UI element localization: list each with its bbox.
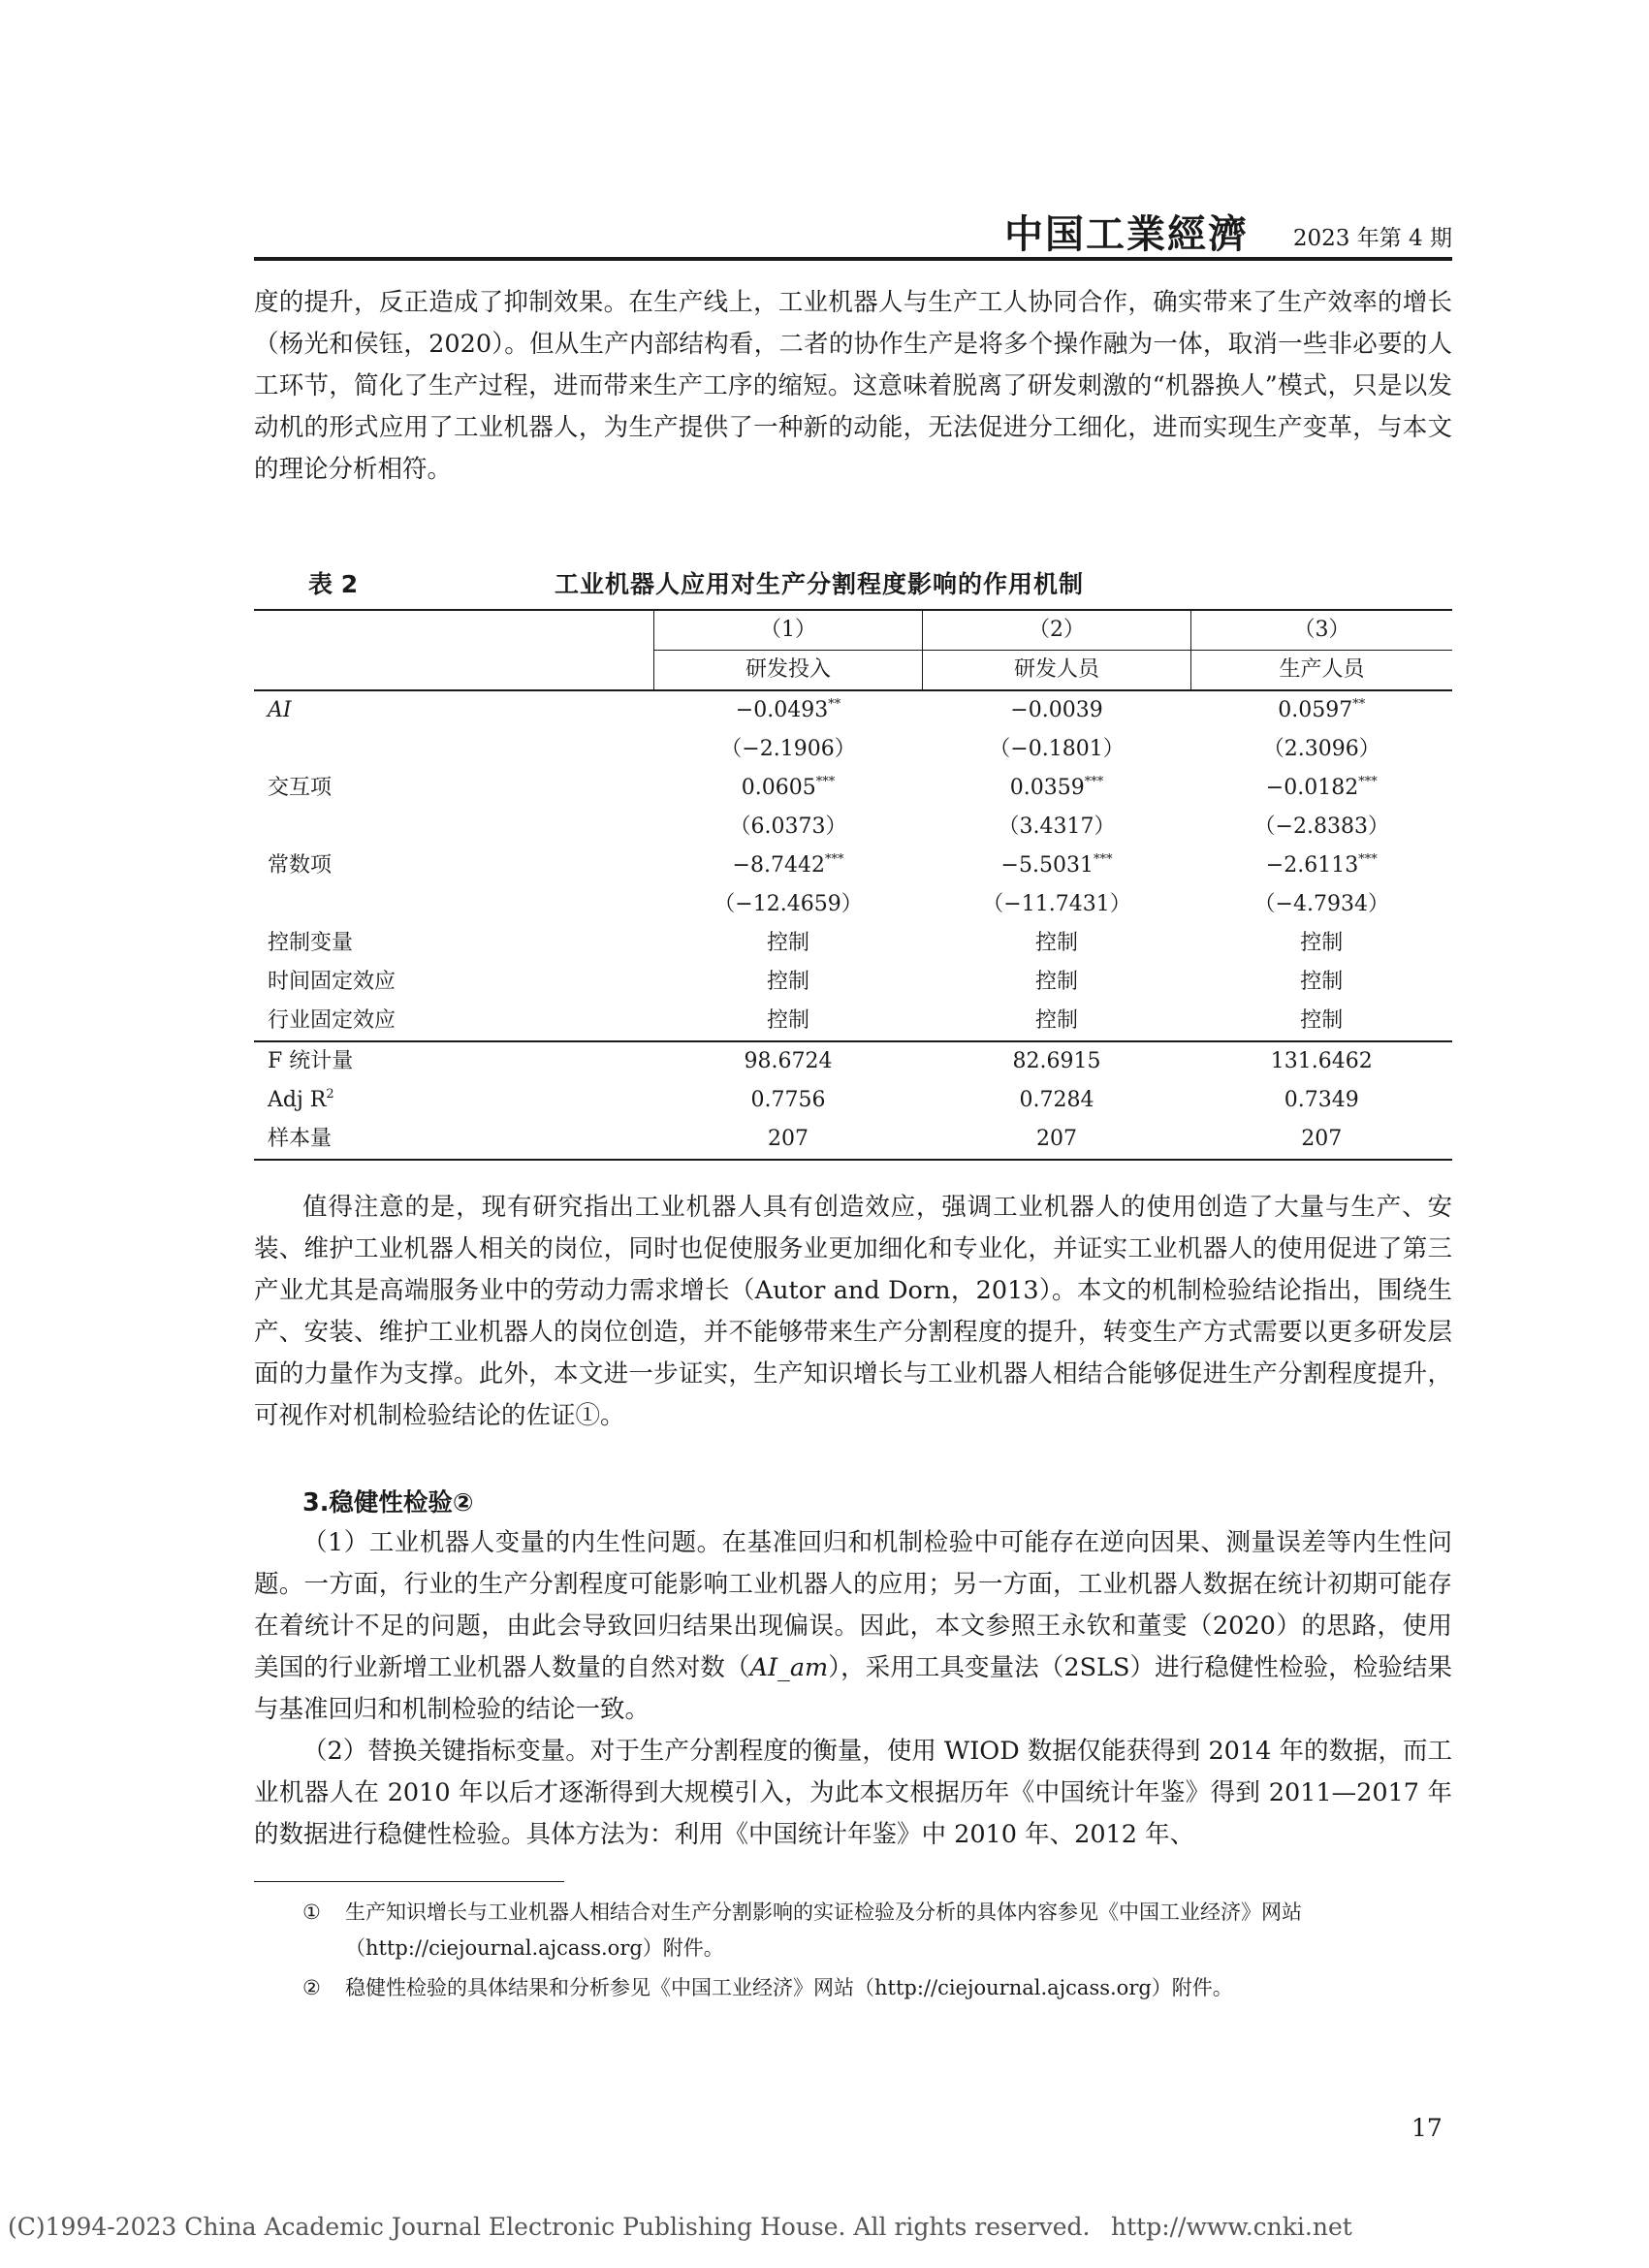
row-label: Adj $R^2$ [268,1087,334,1112]
row-label: 交互项 [268,776,333,800]
stat-cell: 207 [654,1120,923,1160]
table-row [254,1120,1452,1160]
control-cell: 控制 [1300,970,1344,994]
control-cell: 控制 [766,931,809,955]
footnote: ② 稳健性检验的具体结果和分析参见《中国工业经济》网站（http://ciejournal.ajcass.org）附件。 [302,1976,1233,1999]
table-row [254,1081,1452,1120]
coef-cell: −5.5031*** [1000,852,1113,878]
table-label: 表 2 [308,570,359,598]
table-row [254,730,1452,769]
t-stat-cell: （−0.1801） [989,737,1125,761]
t-stat-cell: （−4.7934） [1253,892,1389,916]
header-rule [254,257,1452,261]
control-cell: 控制 [1034,970,1078,994]
t-stat-cell: （6.0373） [729,815,847,839]
body-paragraph-4: （2）替换关键指标变量。对于生产分割程度的衡量，使用 WIOD 数据仅能获得到 2014 年的数据，而工业机器人在 2010 年以后才逐渐得到大规模引入，为此本文根据历年《中国统计年鉴》得到 2011—2017 年的数据进行稳健性检验。具体方法为：利用《中国统计年鉴》中 2010 年、2012 年、 [254,1737,1452,1849]
stat-cell: 82.6915 [923,1041,1191,1081]
table-row [254,1002,1452,1041]
stat-cell: 98.6724 [654,1041,923,1081]
footnote-rule [254,1881,564,1882]
table-row [254,808,1452,847]
row-label: AI [254,690,654,730]
control-cell: 控制 [1034,931,1078,955]
copyright-text: (C)1994-2023 China Academic Journal Electronic Publishing House. All rights reserved. [8,2213,1091,2241]
t-stat-cell: （−11.7431） [982,892,1131,916]
coef-cell: −2.6113*** [1265,852,1378,878]
coef-cell: −0.0182*** [1265,775,1378,800]
cnki-link[interactable]: http://www.cnki.net [1111,2213,1352,2241]
col-number: （3） [1191,610,1453,651]
stat-cell: 0.7349 [1284,1088,1359,1112]
control-cell: 控制 [1300,931,1344,955]
table-row [254,1041,1452,1081]
table-row [254,924,1452,963]
col-number: （2） [923,610,1191,651]
coef-cell: −0.0039 [923,690,1191,730]
journal-title: 中国工業經濟 [1004,211,1249,257]
col-number: （1） [654,610,923,651]
page-number: 17 [1411,2114,1443,2142]
stat-cell: 0.7756 [750,1088,826,1112]
table-row [254,963,1452,1002]
table-row [254,769,1452,808]
section-heading: 3.稳健性检验② [302,1488,474,1517]
row-label: 常数项 [268,853,333,878]
control-cell: 控制 [1034,1008,1078,1033]
stat-cell: 207 [923,1120,1191,1160]
control-cell: 控制 [766,1008,809,1033]
stat-cell: 207 [1191,1120,1453,1160]
table-row [254,847,1452,885]
t-stat-cell: （3.4317） [998,815,1116,839]
table-title [254,565,1452,598]
col-name: 生产人员 [1191,651,1453,691]
col-name: 研发投入 [654,651,923,691]
coef-cell: 0.0597** [1191,690,1453,730]
footnote: ① 生产知识增长与工业机器人相结合对生产分割影响的实证检验及分析的具体内容参见《中国工业经济》网站（http://ciejournal.ajcass.org）附件。 [302,1901,1302,1960]
t-stat-cell: （2.3096） [1262,737,1380,761]
t-stat-cell: （−12.4659） [714,892,863,916]
running-header [254,211,1452,257]
control-cell: 控制 [766,970,809,994]
table-caption: 工业机器人应用对生产分割程度影响的作用机制 [555,570,1085,598]
table-row [254,885,1452,924]
row-label: 时间固定效应 [268,970,396,994]
t-stat-cell: （−2.1906） [720,737,856,761]
table-header-row [254,610,1452,651]
table-row [254,690,1452,730]
coef-cell: 0.0359*** [1009,775,1104,800]
body-paragraph-1: 度的提升，反正造成了抑制效果。在生产线上，工业机器人与生产工人协同合作，确实带来了生产效率的增长（杨光和侯钰，2020）。但从生产内部结构看，二者的协作生产是将多个操作融为一体，取消一些非必要的人工环节，简化了生产过程，进而带来生产工序的缩短。这意味着脱离了研发刺激的“机器换人”模式，只是以发动机的形式应用了工业机器人，为生产提供了一种新的动能，无法促进分工细化，进而实现生产变革，与本文的理论分析相符。 [254,288,1452,484]
coef-cell: −8.7442*** [732,852,844,878]
body-paragraph-2: 值得注意的是，现有研究指出工业机器人具有创造效应，强调工业机器人的使用创造了大量与生产、安装、维护工业机器人相关的岗位，同时也促使服务业更加细化和专业化，并证实工业机器人的使用促进了第三产业尤其是高端服务业中的劳动力需求增长（Autor and Dorn，2013）。本文的机制检验结论指出，围绕生产、安装、维护工业机器人的岗位创造，并不能够带来生产分割程度的提升，转变生产方式需要以更多研发层面的力量作为支撑。此外，本文进一步证实，生产知识增长与工业机器人相结合能够促进生产分割程度提升，可视作对机制检验结论的佐证①。 [254,1193,1452,1430]
issue-label: 2023 年第 4 期 [1292,226,1452,251]
row-label: 样本量 [254,1120,654,1160]
regression-table [254,609,1452,1161]
t-stat-cell: （−2.8383） [1253,815,1389,839]
coef-cell: −0.0493** [654,690,923,730]
row-label: 控制变量 [268,931,354,955]
table-header-row [254,651,1452,691]
stat-cell: 131.6462 [1191,1041,1453,1081]
body-paragraph-3: （1）工业机器人变量的内生性问题。在基准回归和机制检验中可能存在逆向因果、测量误差等内生性问题。一方面，行业的生产分割程度可能影响工业机器人的应用；另一方面，工业机器人数据在统计初期可能存在着统计不足的问题，由此会导致回归结果出现偏误。因此，本文参照王永钦和董雯（2020）的思路，使用美国的行业新增工业机器人数量的自然对数（AI_am），采用工具变量法（2SLS）进行稳健性检验，检验结果与基准回归和机制检验的结论一致。 [254,1528,1452,1724]
row-label: 行业固定效应 [268,1008,396,1033]
row-label: F 统计量 [254,1041,654,1081]
coef-cell: 0.0605*** [741,775,836,800]
stat-cell: 0.7284 [1019,1088,1094,1112]
col-name: 研发人员 [923,651,1191,691]
control-cell: 控制 [1300,1008,1344,1033]
